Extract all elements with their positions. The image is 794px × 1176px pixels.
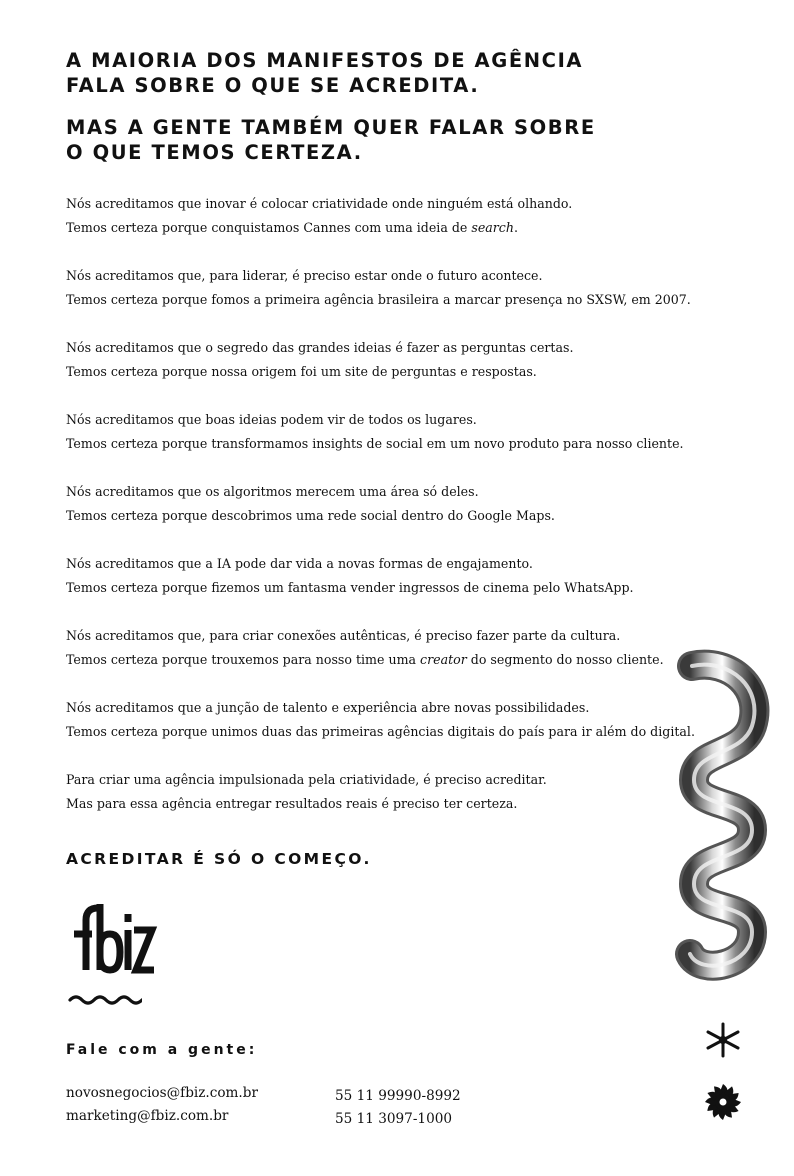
closing-headline: ACREDITAR É SÓ O COMEÇO. <box>66 850 372 868</box>
manifesto-pair <box>66 408 684 456</box>
belief-text: Para criar uma agência impulsionada pela criatividade, é preciso acreditar. <box>66 772 547 787</box>
fbiz-logo <box>66 900 158 982</box>
asterisk-star-icon <box>704 1021 742 1063</box>
phone-number[interactable]: 55 11 3097-1000 <box>335 1111 453 1127</box>
headline-line: A MAIORIA DOS MANIFESTOS DE AGÊNCIA <box>66 49 584 72</box>
manifesto-pair <box>66 192 572 240</box>
manifesto-pair <box>66 336 573 384</box>
belief-text: Nós acreditamos que a IA pode dar vida a novas formas de engajamento. <box>66 556 533 571</box>
certainty-text: Temos certeza porque nossa origem foi um site de perguntas e respostas. <box>66 364 537 379</box>
certainty-text: Temos certeza porque fomos a primeira agência brasileira a marcar presença no SXSW, em 2007. <box>66 292 691 307</box>
headline-line: FALA SOBRE O QUE SE ACREDITA. <box>66 74 480 97</box>
manifesto-pair <box>66 552 634 600</box>
manifesto-pair-closing <box>66 768 547 816</box>
certainty-text: Temos certeza porque fizemos um fantasma vender ingressos de cinema pelo WhatsApp. <box>66 580 634 595</box>
emphasis-word: search <box>471 220 514 235</box>
certainty-text: Temos certeza porque unimos duas das primeiras agências digitais do país para ir além do digital. <box>66 724 695 739</box>
certainty-text: Temos certeza porque trouxemos para nosso time uma creator do segmento do nosso cliente. <box>66 652 664 667</box>
belief-text: Nós acreditamos que, para criar conexões autênticas, é preciso fazer parte da cultura. <box>66 628 621 643</box>
email-link[interactable]: novosnegocios@fbiz.com.br <box>66 1085 258 1101</box>
belief-text: Nós acreditamos que inovar é colocar criatividade onde ninguém está olhando. <box>66 196 573 211</box>
belief-text: Nós acreditamos que o segredo das grandes ideias é fazer as perguntas certas. <box>66 340 574 355</box>
emphasis-word: creator <box>420 652 467 667</box>
manifesto-pair <box>66 264 691 312</box>
headline-certainty <box>66 115 596 165</box>
spiral-flower-icon <box>704 1083 742 1125</box>
email-list <box>66 1082 258 1128</box>
certainty-text: Temos certeza porque conquistamos Cannes com uma ideia de search. <box>66 220 518 235</box>
phone-list <box>335 1085 461 1131</box>
belief-text: Nós acreditamos que a junção de talento e experiência abre novas possibilidades. <box>66 700 590 715</box>
email-link[interactable]: marketing@fbiz.com.br <box>66 1108 229 1124</box>
headline-beliefs <box>66 48 583 98</box>
phone-number[interactable]: 55 11 99990-8992 <box>335 1088 461 1104</box>
certainty-text: Temos certeza porque descobrimos uma rede social dentro do Google Maps. <box>66 508 555 523</box>
chrome-squiggle-icon <box>660 648 780 992</box>
wave-underline-icon <box>68 990 142 1009</box>
belief-text: Nós acreditamos que boas ideias podem vir de todos os lugares. <box>66 412 477 427</box>
headline-line: O QUE TEMOS CERTEZA. <box>66 141 363 164</box>
headline-line: MAS A GENTE TAMBÉM QUER FALAR SOBRE <box>66 116 596 139</box>
contact-heading: Fale com a gente: <box>66 1042 258 1058</box>
certainty-text: Temos certeza porque transformamos insights de social em um novo produto para nosso cliente. <box>66 436 684 451</box>
manifesto-pair <box>66 480 555 528</box>
manifesto-pair <box>66 624 664 672</box>
manifesto-pair <box>66 696 695 744</box>
certainty-text: Mas para essa agência entregar resultados reais é preciso ter certeza. <box>66 796 518 811</box>
belief-text: Nós acreditamos que, para liderar, é preciso estar onde o futuro acontece. <box>66 268 543 283</box>
belief-text: Nós acreditamos que os algoritmos merecem uma área só deles. <box>66 484 479 499</box>
